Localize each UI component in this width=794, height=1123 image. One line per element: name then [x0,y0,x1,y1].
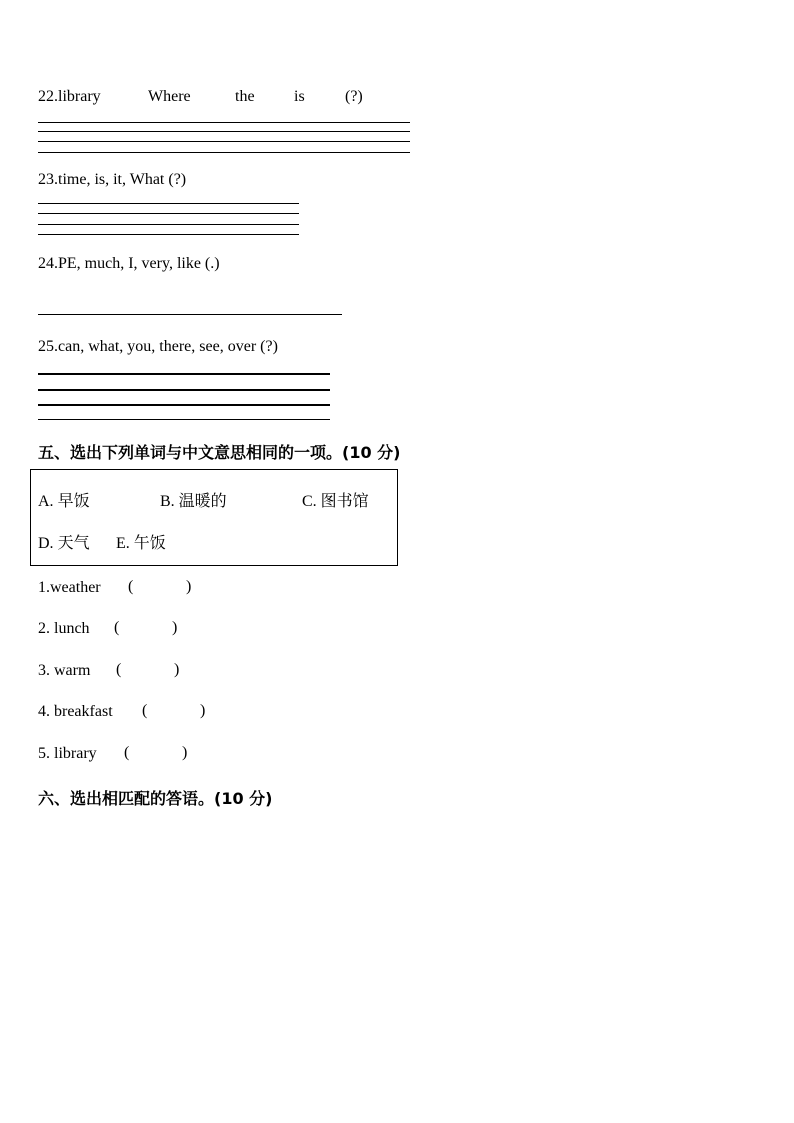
answer-line [38,234,299,235]
answer-paren-open: ( [142,702,148,719]
option-letter: D. [38,535,54,552]
question-text: time, is, it, What (?) [58,171,187,188]
option-text: 天气 [57,533,90,552]
punctuation: (?) [345,88,363,105]
question-25 [38,338,278,356]
answer-paren-close: ) [174,661,180,678]
item-label: 4. breakfast [38,703,113,720]
question-23 [38,171,186,189]
answer-paren-open: ( [124,744,130,761]
question-number: 25. [38,338,58,355]
answer-line [38,122,410,123]
answer-paren-close: ) [182,744,188,761]
word: Where [148,88,191,105]
section-6-title: 六、选出相匹配的答语。(10 分) [38,789,273,808]
option-letter: B. [160,493,175,510]
question-text: can, what, you, there, see, over (?) [58,338,278,355]
word: is [294,88,305,105]
option-e [116,530,166,553]
item-label: 2. lunch [38,620,90,637]
answer-line [38,213,299,214]
question-number: 22. [38,88,58,105]
option-text: 早饭 [57,491,90,510]
answer-paren-close: ) [172,619,178,636]
answer-line [38,152,410,153]
word: the [235,88,255,105]
answer-paren-close: ) [186,578,192,595]
question-text: PE, much, I, very, like (.) [58,255,220,272]
option-c [302,488,369,511]
section-5-title: 五、选出下列单词与中文意思相同的一项。(10 分) [38,443,401,462]
answer-line [38,389,330,391]
answer-line [38,419,330,420]
option-text: 午饭 [133,533,166,552]
option-a [38,488,90,511]
item-label: 5. library [38,745,97,762]
option-d [38,530,90,553]
question-22 [38,88,101,106]
answer-paren-open: ( [116,661,122,678]
word: library [58,88,101,105]
option-text: 图书馆 [320,491,369,510]
option-letter: E. [116,535,130,552]
answer-paren-open: ( [128,578,134,595]
answer-line [38,373,330,375]
option-letter: A. [38,493,54,510]
answer-line [38,131,410,132]
answer-line [38,314,342,315]
option-b [160,488,227,511]
option-letter: C. [302,493,317,510]
answer-line [38,404,330,406]
item-label: 3. warm [38,662,91,679]
answer-line [38,203,299,204]
question-24 [38,255,220,273]
answer-line [38,224,299,225]
item-label: 1.weather [38,579,101,596]
answer-paren-close: ) [200,702,206,719]
question-number: 23. [38,171,58,188]
option-text: 温暖的 [178,491,227,510]
question-number: 24. [38,255,58,272]
answer-paren-open: ( [114,619,120,636]
answer-line [38,141,410,142]
